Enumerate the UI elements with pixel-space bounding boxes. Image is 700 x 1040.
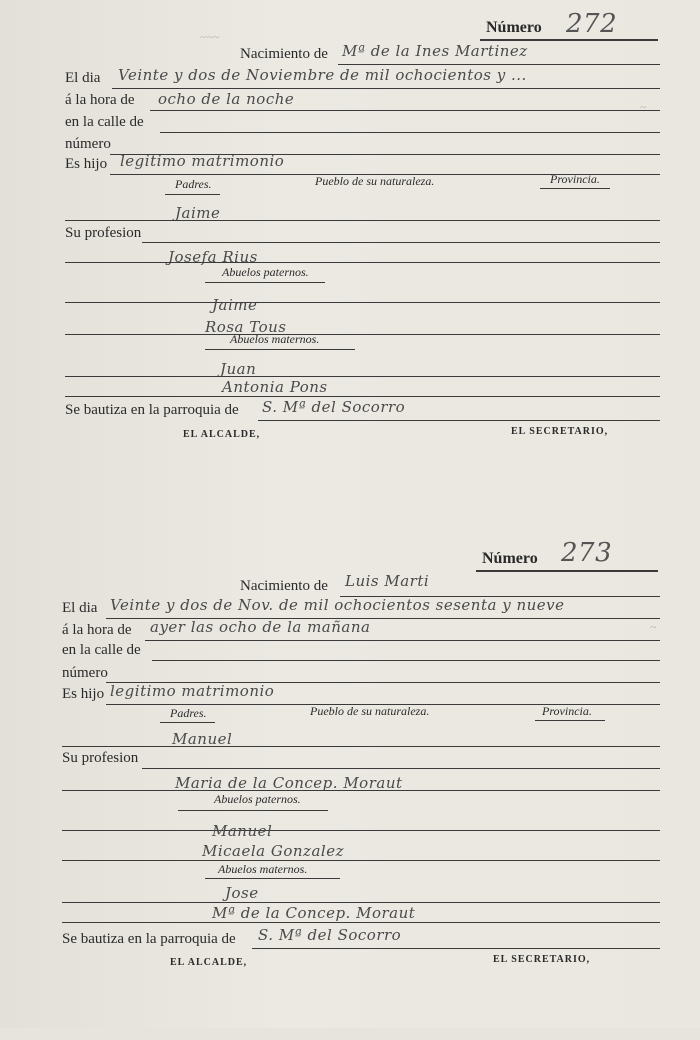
abuelos-paternos-label: Abuelos paternos. [222, 265, 309, 279]
filiation: legitimo matrimonio [120, 152, 285, 170]
record-number: 273 [561, 538, 613, 568]
grandparent-maternal: Jose [225, 884, 259, 902]
bleed-through-mark: ~ [650, 620, 657, 634]
father-name: Manuel [172, 730, 233, 748]
pueblo-label: Pueblo de su naturaleza. [310, 704, 430, 718]
parroquia-label: Se bautiza en la parroquia de [62, 931, 236, 947]
rule [142, 768, 660, 769]
hijo-label: Es hijo [62, 686, 105, 702]
calle-label: en la calle de [65, 114, 144, 130]
rule [540, 188, 610, 189]
grandparent-maternal: Rosa Tous [205, 318, 287, 336]
birth-date: Veinte y dos de Nov. de mil ochocientos sesenta y nueve [110, 596, 565, 614]
numero-label: Número [486, 19, 542, 36]
rule [338, 64, 660, 65]
nacimiento-label: Nacimiento de [240, 578, 328, 594]
rule [65, 334, 660, 335]
rule [205, 878, 340, 879]
parish-name: S. Mª del Socorro [258, 926, 402, 944]
grandparent-paternal: Josefa Rius [168, 248, 258, 266]
grandparent-maternal: Manuel [212, 822, 273, 840]
birth-date: Veinte y dos de Noviembre de mil ochocientos y ... [118, 66, 527, 84]
birth-hour: ocho de la noche [158, 90, 295, 108]
birth-record [0, 530, 700, 1040]
rule [65, 396, 660, 397]
rule [62, 746, 660, 747]
rule [62, 860, 660, 861]
dia-label: El dia [62, 600, 98, 616]
rule [160, 722, 215, 723]
alcalde-label: EL ALCALDE, [170, 957, 248, 968]
rule [476, 570, 658, 572]
grandparent-maternal: Antonia Pons [222, 378, 328, 396]
rule [150, 110, 660, 111]
rule [62, 922, 660, 923]
bleed-through-mark: ~~~ [200, 30, 220, 44]
hijo-label: Es hijo [65, 156, 108, 172]
child-name: Luis Marti [345, 572, 430, 590]
numero-label: Número [482, 550, 538, 567]
rule [252, 948, 660, 949]
grandparent-maternal: Mª de la Concep. Moraut [212, 904, 416, 922]
rule [62, 790, 660, 791]
record-number: 272 [566, 9, 618, 39]
rule [62, 902, 660, 903]
birth-record [0, 0, 700, 510]
nacimiento-label: Nacimiento de [240, 46, 328, 62]
abuelos-maternos-label: Abuelos maternos. [230, 332, 320, 346]
secretario-label: EL SECRETARIO, [493, 954, 591, 965]
profesion-label: Su profesion [65, 225, 142, 241]
padres-label: Padres. [175, 177, 212, 191]
rule [152, 660, 660, 661]
abuelos-maternos-label: Abuelos maternos. [218, 862, 308, 876]
numero-field-label: número [62, 665, 108, 681]
pueblo-label: Pueblo de su naturaleza. [315, 174, 435, 188]
provincia-label: Provincia. [550, 172, 600, 186]
rule [178, 810, 328, 811]
rule [535, 720, 605, 721]
rule [65, 302, 660, 303]
rule [258, 420, 660, 421]
grandparent-maternal: Micaela Gonzalez [202, 842, 344, 860]
numero-field-label: número [65, 136, 111, 152]
rule [112, 88, 660, 89]
rule [160, 132, 660, 133]
rule [145, 640, 660, 641]
provincia-label: Provincia. [542, 704, 592, 718]
alcalde-label: EL ALCALDE, [183, 429, 261, 440]
abuelos-paternos-label: Abuelos paternos. [214, 792, 301, 806]
rule [65, 376, 660, 377]
profesion-label: Su profesion [62, 750, 139, 766]
rule [65, 262, 660, 263]
grandparent-paternal: Maria de la Concep. Moraut [175, 774, 403, 792]
grandparent-maternal: Juan [220, 360, 257, 378]
grandparent-maternal: Jaime [212, 296, 258, 314]
birth-hour: ayer las ocho de la mañana [150, 618, 371, 636]
father-name: Jaime [175, 204, 221, 222]
child-name: Mª de la Ines Martinez [342, 42, 528, 60]
rule [165, 194, 220, 195]
rule [62, 830, 660, 831]
parroquia-label: Se bautiza en la parroquia de [65, 402, 239, 418]
rule [142, 242, 660, 243]
padres-label: Padres. [170, 706, 207, 720]
secretario-label: EL SECRETARIO, [511, 426, 609, 437]
hora-label: á la hora de [65, 92, 135, 108]
hora-label: á la hora de [62, 622, 132, 638]
rule [65, 220, 660, 221]
parish-name: S. Mª del Socorro [262, 398, 406, 416]
calle-label: en la calle de [62, 642, 141, 658]
dia-label: El dia [65, 70, 101, 86]
rule [205, 349, 355, 350]
rule [205, 282, 325, 283]
rule [480, 39, 658, 41]
bleed-through-mark: ~ [640, 100, 647, 114]
filiation: legitimo matrimonio [110, 682, 275, 700]
